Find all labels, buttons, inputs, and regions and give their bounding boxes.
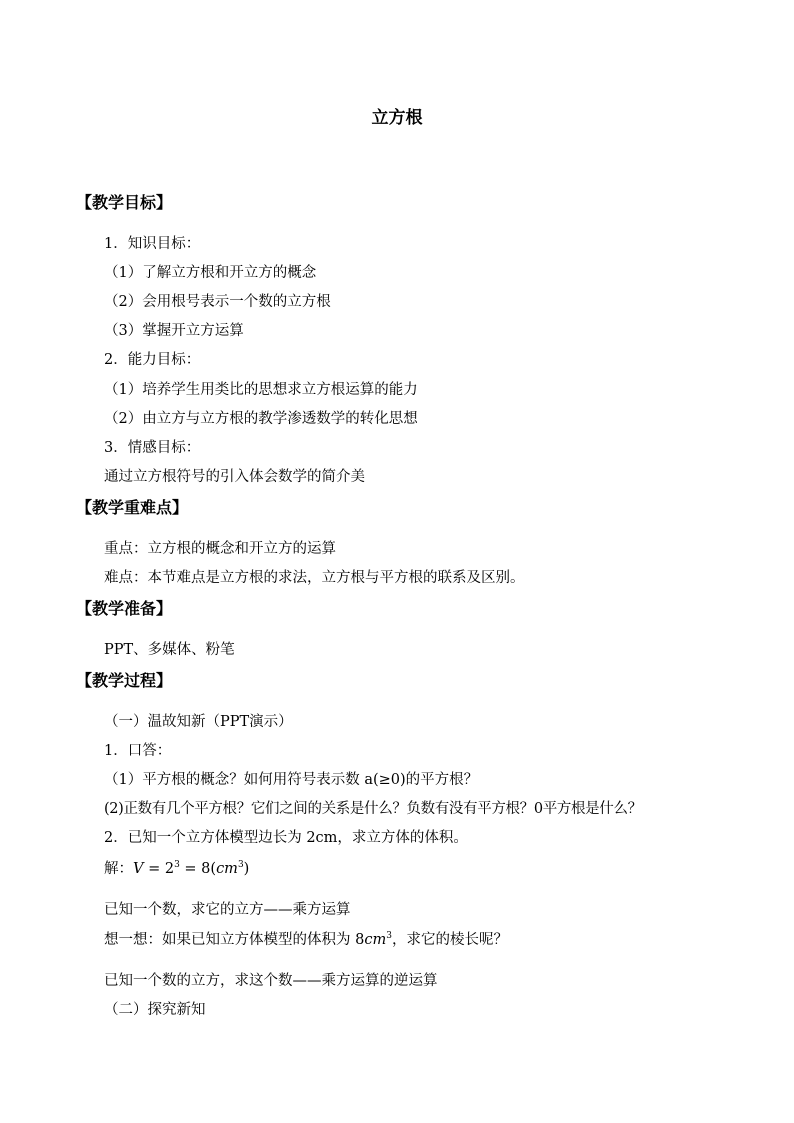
- section-heading-preparation: 【教学准备】: [76, 599, 173, 618]
- key-points-line: 难点：本节难点是立方根的求法，立方根与平方根的联系及区别。: [104, 570, 525, 586]
- goals-line: （3）掌握开立方运算: [104, 323, 244, 339]
- section-heading-key-points: 【教学重难点】: [76, 498, 189, 517]
- section-heading-process: 【教学过程】: [76, 671, 173, 690]
- think-text: ，求它的棱长呢？: [391, 932, 508, 948]
- process-line: 已知一个数，求它的立方——乘方运算: [104, 902, 351, 918]
- goals-line: 通过立方根符号的引入体会数学的简介美: [104, 469, 365, 485]
- unit-symbol: cm: [364, 932, 387, 948]
- goals-line: 2．能力目标：: [104, 352, 201, 368]
- volume-symbol: V: [133, 861, 144, 877]
- section-heading-goals: 【教学目标】: [76, 193, 173, 212]
- goals-line: （2）由立方与立方根的教学渗透数学的转化思想: [104, 411, 418, 427]
- process-line: 已知一个数的立方，求这个数——乘方运算的逆运算: [104, 973, 438, 989]
- exponent: 3: [174, 860, 180, 870]
- exponent: 3: [386, 931, 392, 941]
- formula-part: = 2: [143, 861, 175, 877]
- key-points-line: 重点：立方根的概念和开立方的运算: [104, 541, 336, 557]
- think-text: 想一想：如果已知立方体模型的体积为 8: [104, 932, 365, 948]
- goals-line: （2）会用根号表示一个数的立方根: [104, 294, 331, 310]
- process-line: 1．口答：: [104, 743, 172, 759]
- process-line: （二）探究新知: [104, 1002, 206, 1018]
- goals-line: 1．知识目标：: [104, 236, 201, 252]
- process-line: （一）温故知新（PPT演示）: [104, 714, 293, 730]
- unit-symbol: cm: [216, 861, 238, 877]
- solution-formula: [104, 859, 249, 879]
- process-line: （1）平方根的概念？如何用符号表示数 a(≥0)的平方根？: [104, 772, 479, 788]
- formula-part: = 8(: [179, 861, 217, 877]
- solution-prefix: 解：: [104, 861, 133, 877]
- exponent: 3: [237, 860, 244, 870]
- preparation-line: PPT、多媒体、粉笔: [104, 642, 235, 658]
- process-line: (2)正数有几个平方根？它们之间的关系是什么？负数有没有平方根？0平方根是什么？: [104, 801, 642, 817]
- goals-line: （1）培养学生用类比的思想求立方根运算的能力: [104, 382, 418, 398]
- page-title: 立方根: [371, 108, 423, 128]
- goals-line: 3．情感目标：: [104, 440, 201, 456]
- process-line: 2．已知一个立方体模型边长为 2cm，求立方体的体积。: [104, 830, 468, 846]
- formula-part: ): [243, 861, 250, 877]
- think-line: [104, 930, 508, 950]
- goals-line: （1）了解立方根和开立方的概念: [104, 265, 317, 281]
